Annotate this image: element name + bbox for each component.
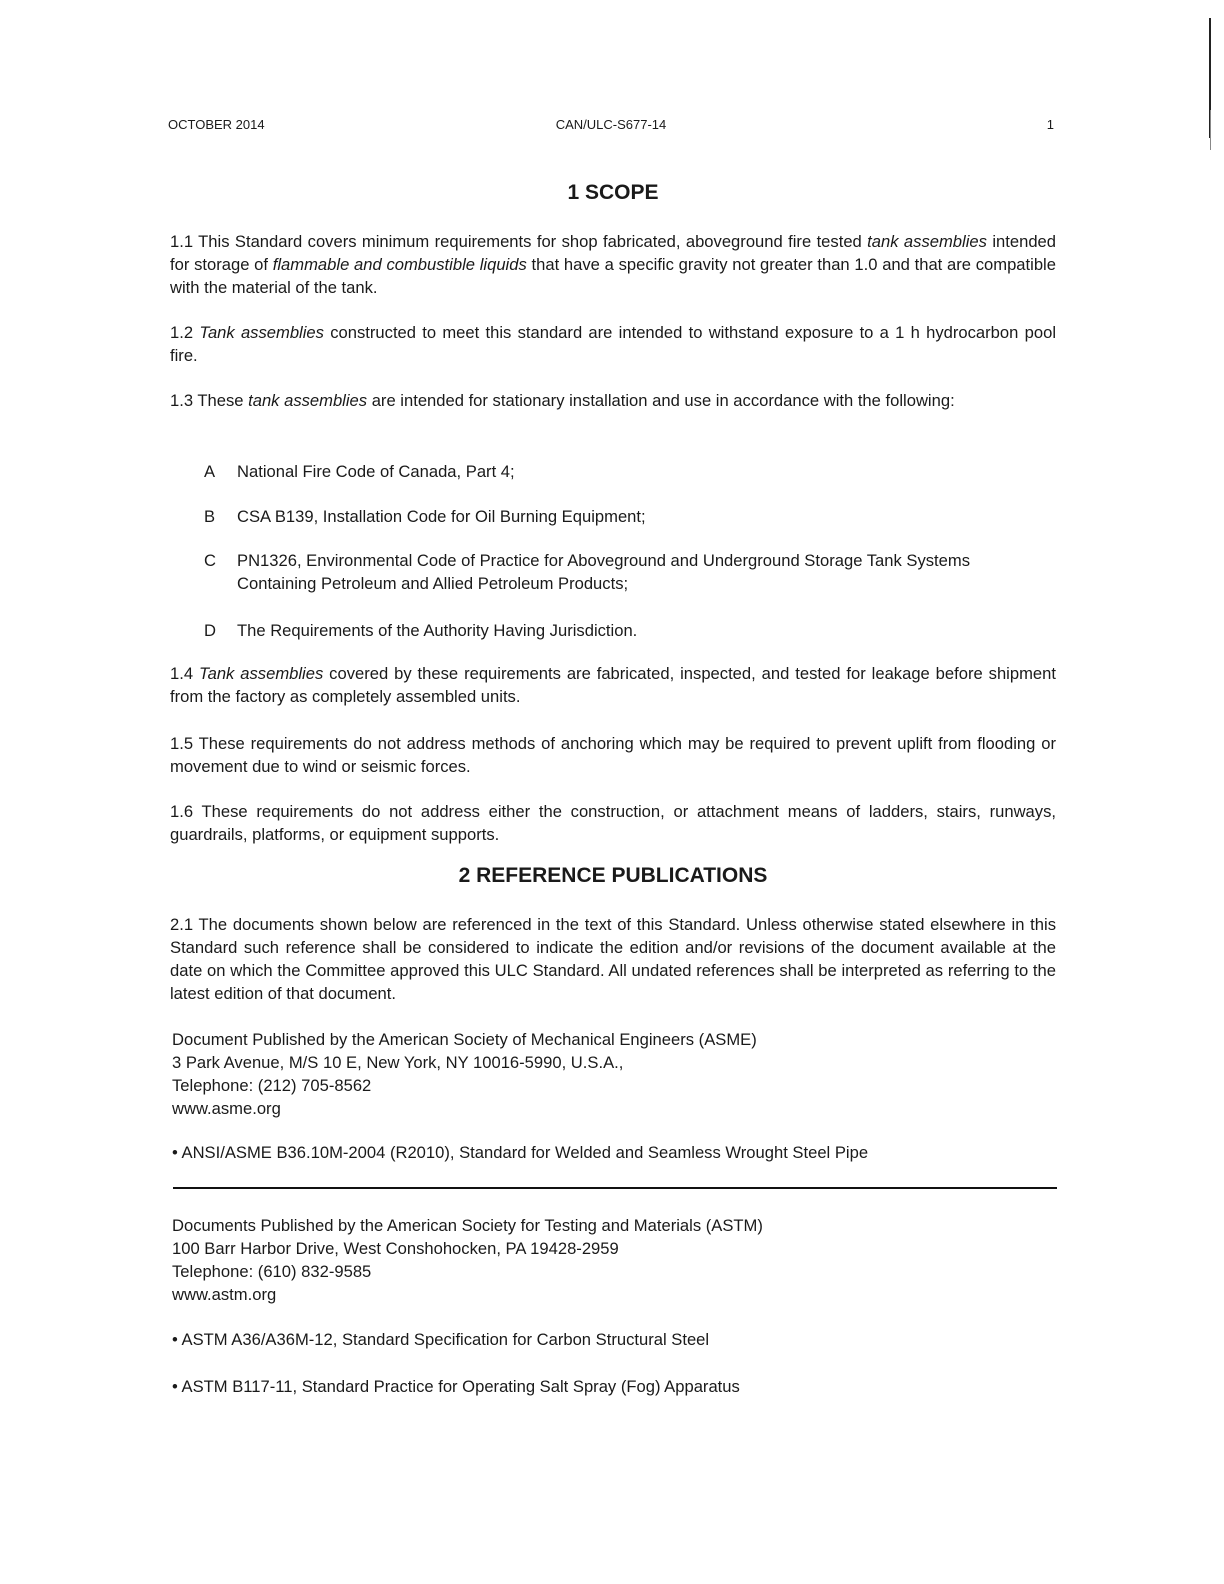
paragraph-1-6: 1.6 These requirements do not address either the construction, or attachment means of ladders, stairs, runways, guardrails, platforms, or equipment supports. — [170, 802, 1056, 844]
list-item-letter: D — [204, 621, 216, 640]
page-header — [168, 117, 1054, 137]
reference-item: • ASTM A36/A36M-12, Standard Specification for Carbon Structural Steel — [172, 1330, 710, 1349]
list-item-letter: A — [204, 462, 216, 481]
paragraph-1-3: 1.3 These tank assemblies are intended for stationary installation and use in accordance with the following: — [170, 391, 955, 410]
list-item — [204, 460, 1034, 483]
list-item-letter: B — [204, 507, 216, 526]
list-item-letter: C — [204, 551, 216, 570]
list-item-text: The Requirements of the Authority Having Jurisdiction. — [237, 621, 638, 640]
list-item-text: National Fire Code of Canada, Part 4; — [237, 462, 515, 481]
asme-street: 3 Park Avenue, M/S 10 E, New York, NY 10016-5990, U.S.A., — [172, 1053, 624, 1072]
list-item — [204, 549, 1034, 595]
astm-telephone: Telephone: (610) 832-9585 — [172, 1262, 372, 1281]
paragraph-1-2: 1.2 Tank assemblies constructed to meet this standard are intended to withstand exposure to a 1 h hydrocarbon pool fire. — [170, 323, 1057, 365]
asme-website: www.asme.org — [172, 1099, 281, 1118]
header-date: OCTOBER 2014 — [168, 117, 265, 132]
list-item-text: PN1326, Environmental Code of Practice for Aboveground and Underground Storage Tank Systems Containing Petroleum and Allied Petroleum Products; — [237, 551, 971, 593]
section-2-title: 2 REFERENCE PUBLICATIONS — [458, 864, 768, 887]
asme-publisher: Document Published by the American Society of Mechanical Engineers (ASME) — [172, 1030, 757, 1049]
divider — [173, 1187, 1057, 1189]
paragraph-1-1: 1.1 This Standard covers minimum requirements for shop fabricated, aboveground fire tested tank assemblies intended for storage of flammable and combustible liquids that have a specific gravity not greater than 1.0 and that are compatible with the material of the tank. — [170, 232, 1057, 297]
paragraph-2-1: 2.1 The documents shown below are referenced in the text of this Standard. Unless otherwise stated elsewhere in this Standard such reference shall be considered to indicate the edition and/or revisions of the document available at the date on which the Committee approved this ULC Standard. All undated references shall be interpreted as referring to the latest edition of that document. — [170, 915, 1056, 1003]
list-item-text: CSA B139, Installation Code for Oil Burning Equipment; — [237, 507, 646, 526]
astm-street: 100 Barr Harbor Drive, West Conshohocken, PA 19428-2959 — [172, 1239, 619, 1258]
asme-telephone: Telephone: (212) 705-8562 — [172, 1076, 372, 1095]
list-item — [204, 505, 1034, 528]
astm-website: www.astm.org — [172, 1285, 277, 1304]
paragraph-1-5: 1.5 These requirements do not address methods of anchoring which may be required to prevent uplift from flooding or movement due to wind or seismic forces. — [170, 734, 1056, 776]
asme-address-block — [172, 1028, 1032, 1120]
reference-item: • ASTM B117-11, Standard Practice for Operating Salt Spray (Fog) Apparatus — [172, 1377, 740, 1396]
header-page-number: 1 — [1046, 117, 1054, 132]
paragraph-1-4: 1.4 Tank assemblies covered by these requirements are fabricated, inspected, and tested for leakage before shipment from the factory as completely assembled units. — [170, 664, 1056, 706]
astm-address-block — [172, 1214, 1032, 1306]
astm-publisher: Documents Published by the American Society for Testing and Materials (ASTM) — [172, 1216, 763, 1235]
section-1-title: 1 SCOPE — [567, 181, 659, 204]
list-item — [204, 619, 1034, 642]
scan-edge-mark — [1210, 110, 1211, 150]
reference-item: • ANSI/ASME B36.10M-2004 (R2010), Standard for Welded and Seamless Wrought Steel Pipe — [172, 1143, 869, 1162]
header-doc-id: CAN/ULC-S677-14 — [555, 117, 667, 132]
